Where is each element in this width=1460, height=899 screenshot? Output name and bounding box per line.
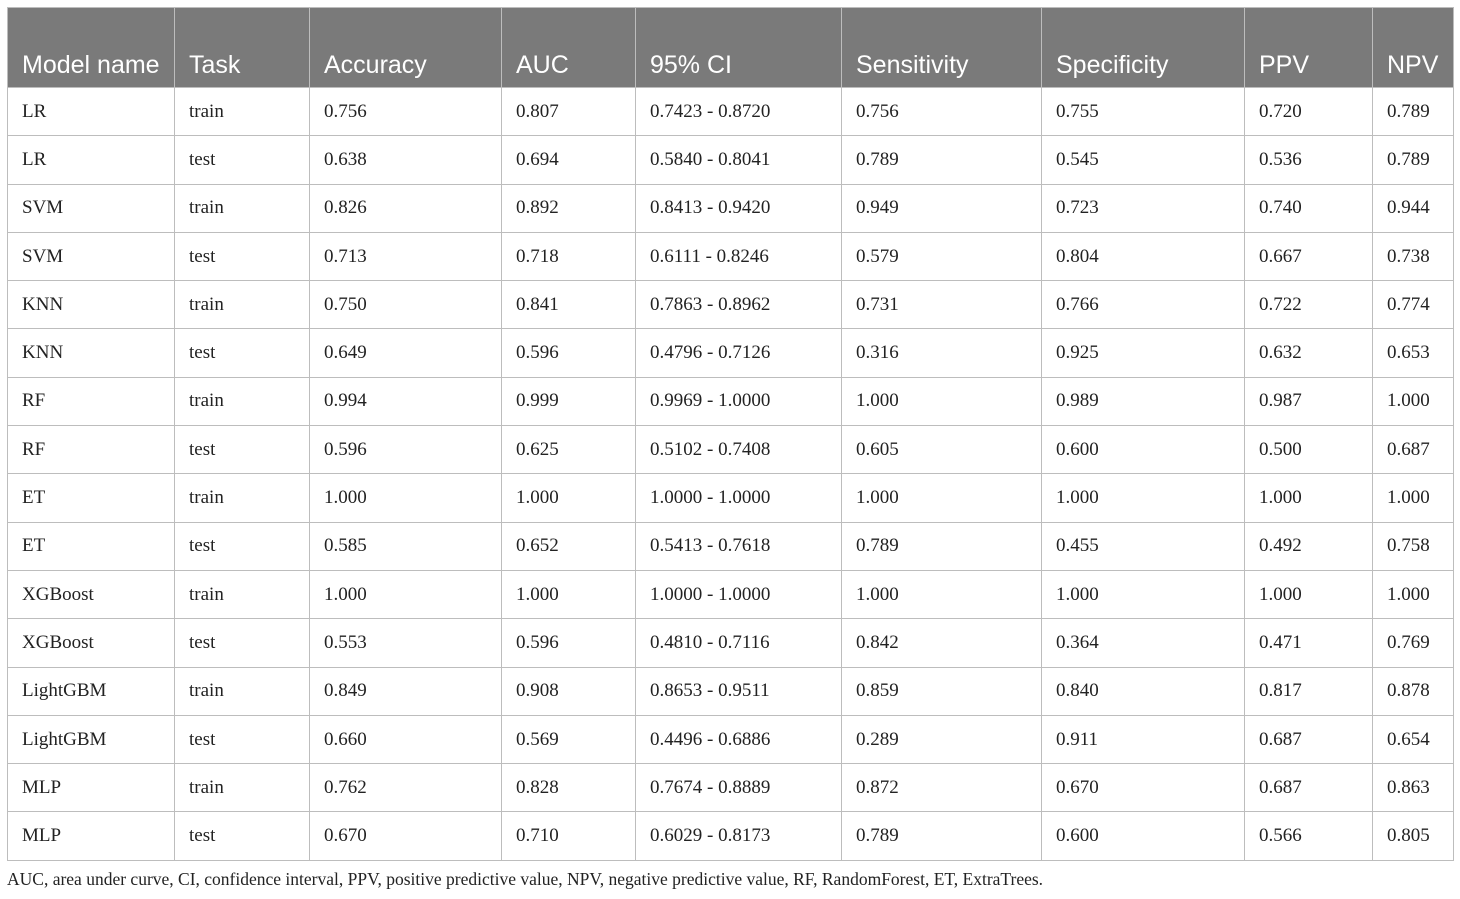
task-cell: train — [175, 764, 310, 812]
header-auc: AUC — [502, 8, 636, 88]
model-name-cell: ET — [8, 522, 175, 570]
sensitivity-cell: 0.579 — [842, 232, 1042, 280]
specificity-cell: 0.755 — [1042, 88, 1245, 136]
sensitivity-cell: 0.789 — [842, 812, 1042, 860]
ci-cell: 0.4810 - 0.7116 — [636, 619, 842, 667]
header-specificity: Specificity — [1042, 8, 1245, 88]
accuracy-cell: 0.756 — [310, 88, 502, 136]
npv-cell: 0.805 — [1373, 812, 1454, 860]
sensitivity-cell: 0.316 — [842, 329, 1042, 377]
sensitivity-cell: 0.289 — [842, 715, 1042, 763]
ppv-cell: 0.536 — [1245, 136, 1373, 184]
auc-cell: 0.569 — [502, 715, 636, 763]
npv-cell: 0.944 — [1373, 184, 1454, 232]
ppv-cell: 0.817 — [1245, 667, 1373, 715]
specificity-cell: 0.545 — [1042, 136, 1245, 184]
auc-cell: 0.999 — [502, 377, 636, 425]
specificity-cell: 0.925 — [1042, 329, 1245, 377]
model-name-cell: LightGBM — [8, 667, 175, 715]
ppv-cell: 0.471 — [1245, 619, 1373, 667]
accuracy-cell: 1.000 — [310, 570, 502, 618]
ci-cell: 0.4496 - 0.6886 — [636, 715, 842, 763]
model-name-cell: LR — [8, 88, 175, 136]
ppv-cell: 0.987 — [1245, 377, 1373, 425]
model-name-cell: SVM — [8, 184, 175, 232]
ci-cell: 0.5840 - 0.8041 — [636, 136, 842, 184]
table-row — [8, 474, 1454, 522]
npv-cell: 0.687 — [1373, 426, 1454, 474]
npv-cell: 0.769 — [1373, 619, 1454, 667]
specificity-cell: 0.364 — [1042, 619, 1245, 667]
task-cell: test — [175, 812, 310, 860]
npv-cell: 0.774 — [1373, 281, 1454, 329]
auc-cell: 0.718 — [502, 232, 636, 280]
table-row — [8, 764, 1454, 812]
model-name-cell: MLP — [8, 764, 175, 812]
task-cell: test — [175, 426, 310, 474]
ci-cell: 0.7863 - 0.8962 — [636, 281, 842, 329]
accuracy-cell: 0.750 — [310, 281, 502, 329]
npv-cell: 0.863 — [1373, 764, 1454, 812]
accuracy-cell: 0.649 — [310, 329, 502, 377]
table-row — [8, 715, 1454, 763]
table-footnote: AUC, area under curve, CI, confidence interval, PPV, positive predictive value, NPV, negative predictive value, RF, RandomForest, ET, ExtraTrees. — [7, 869, 1044, 889]
sensitivity-cell: 1.000 — [842, 377, 1042, 425]
accuracy-cell: 0.762 — [310, 764, 502, 812]
accuracy-cell: 0.849 — [310, 667, 502, 715]
model-name-cell: SVM — [8, 232, 175, 280]
table-row — [8, 812, 1454, 860]
auc-cell: 1.000 — [502, 474, 636, 522]
task-cell: train — [175, 281, 310, 329]
accuracy-cell: 0.826 — [310, 184, 502, 232]
task-cell: test — [175, 136, 310, 184]
ppv-cell: 0.687 — [1245, 764, 1373, 812]
specificity-cell: 0.840 — [1042, 667, 1245, 715]
sensitivity-cell: 0.872 — [842, 764, 1042, 812]
ppv-cell: 0.740 — [1245, 184, 1373, 232]
npv-cell: 0.653 — [1373, 329, 1454, 377]
table-body — [8, 88, 1454, 861]
ci-cell: 0.8413 - 0.9420 — [636, 184, 842, 232]
auc-cell: 0.807 — [502, 88, 636, 136]
ci-cell: 0.6111 - 0.8246 — [636, 232, 842, 280]
specificity-cell: 0.600 — [1042, 812, 1245, 860]
ci-cell: 0.8653 - 0.9511 — [636, 667, 842, 715]
ci-cell: 1.0000 - 1.0000 — [636, 474, 842, 522]
model-name-cell: KNN — [8, 281, 175, 329]
ppv-cell: 0.722 — [1245, 281, 1373, 329]
ci-cell: 0.4796 - 0.7126 — [636, 329, 842, 377]
npv-cell: 0.738 — [1373, 232, 1454, 280]
npv-cell: 1.000 — [1373, 377, 1454, 425]
ci-cell: 1.0000 - 1.0000 — [636, 570, 842, 618]
table-row — [8, 619, 1454, 667]
npv-cell: 1.000 — [1373, 474, 1454, 522]
model-name-cell: RF — [8, 426, 175, 474]
header-npv: NPV — [1373, 8, 1454, 88]
model-name-cell: LightGBM — [8, 715, 175, 763]
task-cell: train — [175, 474, 310, 522]
specificity-cell: 1.000 — [1042, 570, 1245, 618]
sensitivity-cell: 0.949 — [842, 184, 1042, 232]
npv-cell: 0.878 — [1373, 667, 1454, 715]
ppv-cell: 0.720 — [1245, 88, 1373, 136]
auc-cell: 0.694 — [502, 136, 636, 184]
sensitivity-cell: 1.000 — [842, 474, 1042, 522]
table-row — [8, 232, 1454, 280]
table-row — [8, 184, 1454, 232]
ci-cell: 0.9969 - 1.0000 — [636, 377, 842, 425]
sensitivity-cell: 0.605 — [842, 426, 1042, 474]
ppv-cell: 0.566 — [1245, 812, 1373, 860]
table-header — [8, 8, 1454, 88]
auc-cell: 0.625 — [502, 426, 636, 474]
npv-cell: 0.789 — [1373, 136, 1454, 184]
auc-cell: 1.000 — [502, 570, 636, 618]
accuracy-cell: 0.585 — [310, 522, 502, 570]
ppv-cell: 1.000 — [1245, 570, 1373, 618]
table-row — [8, 136, 1454, 184]
accuracy-cell: 0.596 — [310, 426, 502, 474]
npv-cell: 0.758 — [1373, 522, 1454, 570]
task-cell: test — [175, 329, 310, 377]
model-name-cell: XGBoost — [8, 619, 175, 667]
sensitivity-cell: 0.731 — [842, 281, 1042, 329]
ci-cell: 0.7674 - 0.8889 — [636, 764, 842, 812]
auc-cell: 0.828 — [502, 764, 636, 812]
table-row — [8, 377, 1454, 425]
ppv-cell: 0.500 — [1245, 426, 1373, 474]
auc-cell: 0.596 — [502, 619, 636, 667]
auc-cell: 0.841 — [502, 281, 636, 329]
auc-cell: 0.652 — [502, 522, 636, 570]
model-name-cell: LR — [8, 136, 175, 184]
table-row — [8, 329, 1454, 377]
task-cell: train — [175, 377, 310, 425]
model-performance-table — [7, 7, 1454, 861]
npv-cell: 0.654 — [1373, 715, 1454, 763]
accuracy-cell: 1.000 — [310, 474, 502, 522]
specificity-cell: 0.766 — [1042, 281, 1245, 329]
model-name-cell: ET — [8, 474, 175, 522]
ppv-cell: 0.667 — [1245, 232, 1373, 280]
task-cell: train — [175, 667, 310, 715]
auc-cell: 0.596 — [502, 329, 636, 377]
header-row — [8, 8, 1454, 88]
table-row — [8, 522, 1454, 570]
header-model-name: Model name — [8, 8, 175, 88]
task-cell: test — [175, 715, 310, 763]
ci-cell: 0.5413 - 0.7618 — [636, 522, 842, 570]
task-cell: test — [175, 232, 310, 280]
header-accuracy: Accuracy — [310, 8, 502, 88]
task-cell: test — [175, 619, 310, 667]
table-row — [8, 281, 1454, 329]
specificity-cell: 0.723 — [1042, 184, 1245, 232]
table-row — [8, 667, 1454, 715]
results-table-container — [7, 7, 1453, 861]
sensitivity-cell: 1.000 — [842, 570, 1042, 618]
specificity-cell: 0.989 — [1042, 377, 1245, 425]
auc-cell: 0.892 — [502, 184, 636, 232]
accuracy-cell: 0.660 — [310, 715, 502, 763]
sensitivity-cell: 0.789 — [842, 522, 1042, 570]
specificity-cell: 0.911 — [1042, 715, 1245, 763]
accuracy-cell: 0.553 — [310, 619, 502, 667]
auc-cell: 0.710 — [502, 812, 636, 860]
task-cell: train — [175, 570, 310, 618]
accuracy-cell: 0.638 — [310, 136, 502, 184]
ci-cell: 0.5102 - 0.7408 — [636, 426, 842, 474]
model-name-cell: KNN — [8, 329, 175, 377]
header-95-ci: 95% CI — [636, 8, 842, 88]
header-ppv: PPV — [1245, 8, 1373, 88]
ppv-cell: 1.000 — [1245, 474, 1373, 522]
specificity-cell: 0.804 — [1042, 232, 1245, 280]
accuracy-cell: 0.670 — [310, 812, 502, 860]
sensitivity-cell: 0.789 — [842, 136, 1042, 184]
specificity-cell: 1.000 — [1042, 474, 1245, 522]
npv-cell: 0.789 — [1373, 88, 1454, 136]
task-cell: train — [175, 184, 310, 232]
auc-cell: 0.908 — [502, 667, 636, 715]
npv-cell: 1.000 — [1373, 570, 1454, 618]
model-name-cell: XGBoost — [8, 570, 175, 618]
task-cell: train — [175, 88, 310, 136]
ppv-cell: 0.632 — [1245, 329, 1373, 377]
header-sensitivity: Sensitivity — [842, 8, 1042, 88]
header-task: Task — [175, 8, 310, 88]
accuracy-cell: 0.713 — [310, 232, 502, 280]
model-name-cell: RF — [8, 377, 175, 425]
specificity-cell: 0.455 — [1042, 522, 1245, 570]
task-cell: test — [175, 522, 310, 570]
sensitivity-cell: 0.756 — [842, 88, 1042, 136]
specificity-cell: 0.600 — [1042, 426, 1245, 474]
table-row — [8, 570, 1454, 618]
table-row — [8, 88, 1454, 136]
ci-cell: 0.7423 - 0.8720 — [636, 88, 842, 136]
specificity-cell: 0.670 — [1042, 764, 1245, 812]
ci-cell: 0.6029 - 0.8173 — [636, 812, 842, 860]
ppv-cell: 0.492 — [1245, 522, 1373, 570]
sensitivity-cell: 0.859 — [842, 667, 1042, 715]
ppv-cell: 0.687 — [1245, 715, 1373, 763]
model-name-cell: MLP — [8, 812, 175, 860]
accuracy-cell: 0.994 — [310, 377, 502, 425]
table-row — [8, 426, 1454, 474]
sensitivity-cell: 0.842 — [842, 619, 1042, 667]
